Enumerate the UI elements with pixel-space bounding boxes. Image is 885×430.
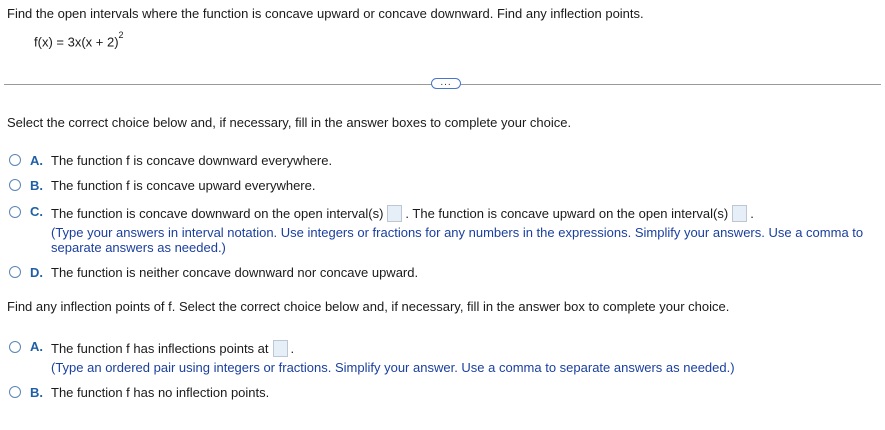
- part1-option-b-letter: B.: [30, 178, 43, 193]
- part2-option-a-text-after: .: [290, 341, 295, 356]
- part2-option-b-text: The function f has no inflection points.: [51, 385, 270, 400]
- part1-option-d-text: The function is neither concave downward nor concave upward.: [51, 265, 419, 280]
- function-lhs: f(x) = 3x(x + 2): [34, 34, 119, 50]
- part1-option-b-text: The function f is concave upward everywhere.: [51, 178, 316, 193]
- inflection-point-answer-box[interactable]: [273, 340, 288, 357]
- part2-option-a-letter: A.: [30, 339, 43, 354]
- function-exponent: 2: [118, 30, 124, 40]
- part1-option-a-radio[interactable]: [9, 154, 21, 166]
- concave-down-answer-box[interactable]: [387, 205, 402, 222]
- part1-option-c-text-after: .: [750, 206, 754, 221]
- part1-option-b-radio[interactable]: [9, 179, 21, 191]
- part1-option-d-letter: D.: [30, 265, 43, 280]
- part1-option-c-radio[interactable]: [9, 206, 21, 218]
- part1-option-c-letter: C.: [30, 204, 43, 219]
- part1-option-d-radio[interactable]: [9, 266, 21, 278]
- more-button[interactable]: ...: [431, 78, 461, 89]
- part2-option-a-text-before: The function f has inflections points at: [51, 341, 269, 356]
- part1-option-c-hint: (Type your answers in interval notation. Use integers or fractions for any numbers in the expressions. Simplify your answers. Use a comma to separate answers as needed.): [51, 225, 864, 255]
- part1-instruction: Select the correct choice below and, if necessary, fill in the answer boxes to complete your choice.: [7, 115, 572, 130]
- part2-instruction: Find any inflection points of f. Select the correct choice below and, if necessary, fill in the answer box to complete your choice.: [7, 299, 730, 314]
- part1-option-c-text-middle: . The function is concave upward on the open interval(s): [405, 206, 729, 221]
- part1-option-c-text-before: The function is concave downward on the open interval(s): [51, 206, 384, 221]
- part2-option-a-text: [51, 341, 294, 358]
- part1-option-a-text: The function f is concave downward everywhere.: [51, 153, 333, 168]
- part2-option-b-radio[interactable]: [9, 386, 21, 398]
- part1-option-a-letter: A.: [30, 153, 43, 168]
- part2-option-a-hint: (Type an ordered pair using integers or fractions. Simplify your answer. Use a comma to separate answers as needed.): [51, 360, 735, 375]
- question-text: Find the open intervals where the function is concave upward or concave downward. Find any inflection points.: [7, 6, 644, 21]
- part2-option-a-radio[interactable]: [9, 341, 21, 353]
- part1-option-c-text: [51, 206, 754, 223]
- concave-up-answer-box[interactable]: [732, 205, 747, 222]
- function-expression: [34, 30, 124, 50]
- part2-option-b-letter: B.: [30, 385, 43, 400]
